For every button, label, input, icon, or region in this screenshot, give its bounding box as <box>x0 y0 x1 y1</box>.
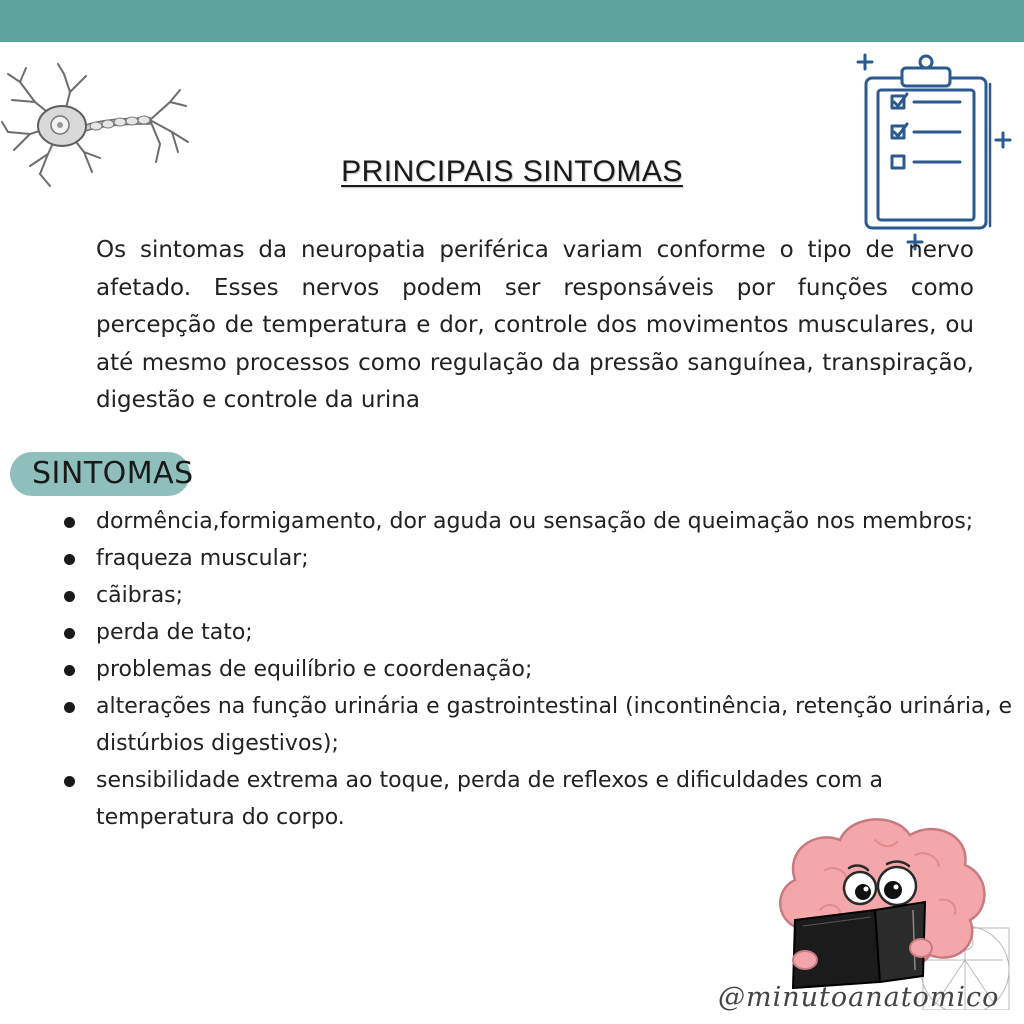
bullet-icon <box>64 702 75 713</box>
brain-mascot-reading-illustration <box>765 810 1020 1010</box>
symptom-text: perda de tato; <box>96 620 253 645</box>
symptom-text: alterações na função urinária e gastrointestinal (incontinência, retenção urinária, e distúrbios digestivos); <box>96 694 1012 756</box>
bullet-icon <box>64 776 75 787</box>
bullet-icon <box>64 517 75 528</box>
symptom-text: problemas de equilíbrio e coordenação; <box>96 657 533 682</box>
author-handle: @minutoanatomico <box>718 982 1000 1013</box>
list-item <box>62 577 1022 614</box>
bullet-icon <box>64 628 75 639</box>
list-item <box>62 651 1022 688</box>
bullet-icon <box>64 665 75 676</box>
intro-paragraph: Os sintomas da neuropatia periférica variam conforme o tipo de nervo afetado. Esses nervos podem ser responsáveis por funções como percepção de temperatura e dor, controle dos movimentos musculares, ou até mesmo processos como regulação da pressão sanguínea, transpiração, digestão e controle da urina <box>96 237 974 413</box>
section-label-pill <box>10 452 194 496</box>
list-item <box>62 540 1022 577</box>
symptom-text: dormência,formigamento, dor aguda ou sensação de queimação nos membros; <box>96 509 974 534</box>
list-item <box>62 503 1022 540</box>
page-title: PRINCIPAIS SINTOMAS <box>341 155 683 188</box>
symptom-text: fraqueza muscular; <box>96 546 309 571</box>
symptom-text: cãibras; <box>96 583 184 608</box>
bullet-icon <box>64 591 75 602</box>
list-item <box>62 614 1022 651</box>
bullet-icon <box>64 554 75 565</box>
top-banner <box>0 0 1024 42</box>
section-label: SINTOMAS <box>32 456 194 491</box>
list-item <box>62 688 1022 762</box>
symptom-text: sensibilidade extrema ao toque, perda de reflexos e dificuldades com a temperatura do corpo. <box>96 768 883 830</box>
symptoms-list <box>62 503 1022 836</box>
clipboard-checklist-icon <box>850 50 1020 255</box>
